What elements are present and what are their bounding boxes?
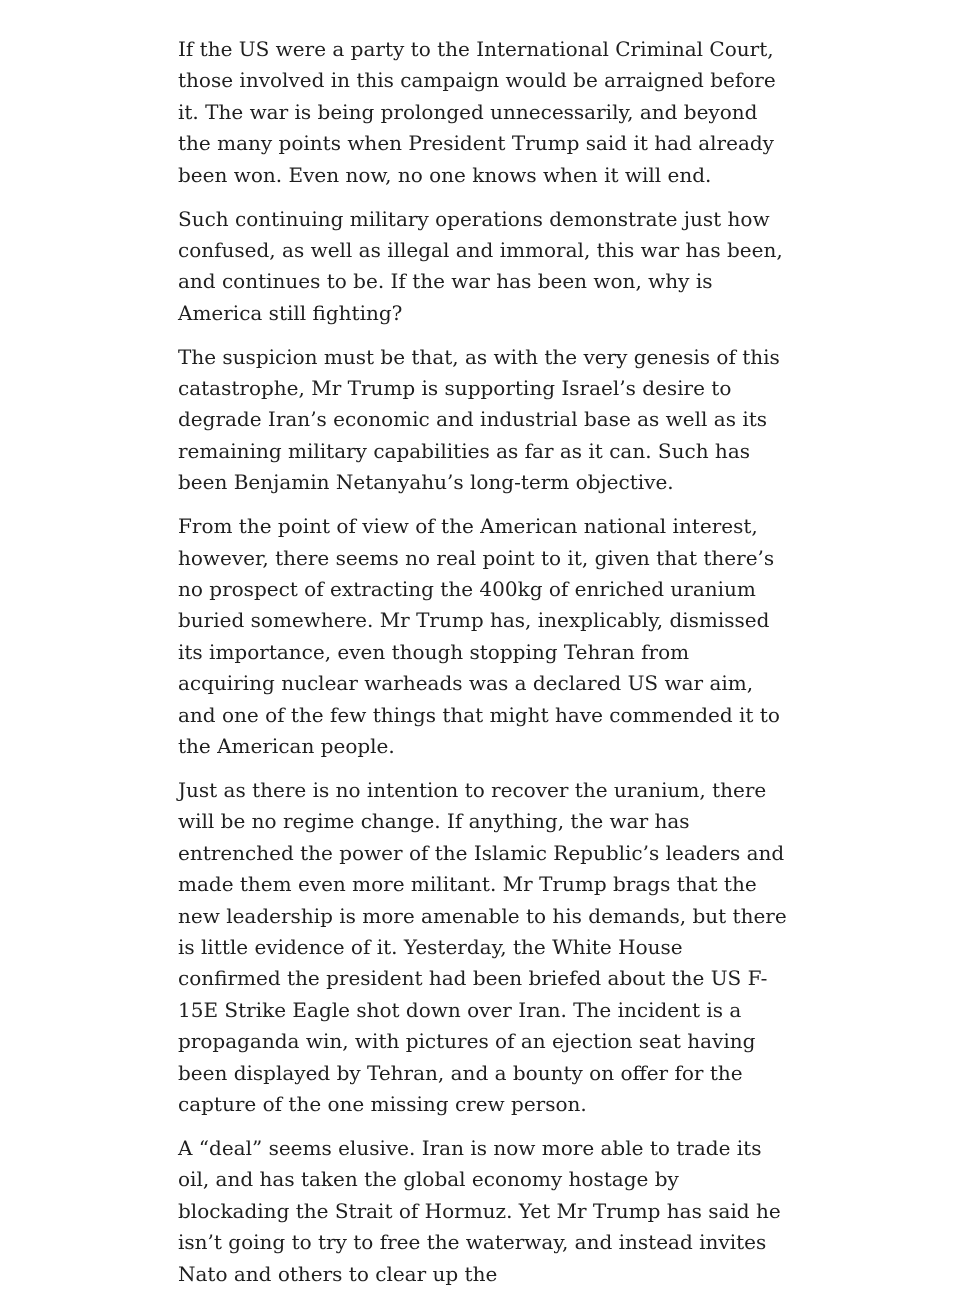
paragraph-regime-change: Just as there is no intention to recover the uranium, there will be no regime change. If anything, the war has entrenched the power of the Islamic Republic’s leaders and made them even more militant. Mr Trump brags that the new leadership is more amenable to his demands, but there is little evidence of it. Yesterday, the White House confirmed the president had been briefed about the US F-15E Strike Eagle shot down over Iran. The incident is a propaganda win, with pictures of an ejection seat having been displayed by Tehran, and a bounty on offer for the capture of the one missing crew person. — [178, 777, 787, 1116]
paragraph-national-interest: From the point of view of the American national interest, however, there seems no real point to it, given that there’s no prospect of extracting the 400kg of enriched uranium buried somewhere. Mr Trump has, inexplicably, dismissed its importance, even though stopping Tehran from acquiring nuclear warheads was a declared US war aim, and one of the few things that might have commended it to the American people. — [178, 514, 780, 759]
paragraph-icc: If the US were a party to the International Criminal Court, those involved in this campaign would be arraigned before it. The war is being prolonged unnecessarily, and beyond the many points when President Trump said it had already been won. Even now, no one knows when it will end. — [178, 37, 776, 187]
paragraph-deal: A “deal” seems elusive. Iran is now more able to trade its oil, and has taken the global economy hostage by blockading the Strait of Hormuz. Yet Mr Trump has said he isn’t going to try to free the waterway, and instead invites Nato and others to clear up the — [178, 1135, 781, 1286]
article-body — [178, 34, 788, 1302]
paragraph-military-operations: Such continuing military operations demonstrate just how confused, as well as illegal and immoral, this war has been, and continues to be. If the war has been won, why is America still fighting? — [178, 206, 783, 325]
paragraph-suspicion: The suspicion must be that, as with the very genesis of this catastrophe, Mr Trump is supporting Israel’s desire to degrade Iran’s economic and industrial base as well as its remaining military capabilities as far as it can. Such has been Benjamin Netanyahu’s long-term objective. — [178, 344, 780, 495]
